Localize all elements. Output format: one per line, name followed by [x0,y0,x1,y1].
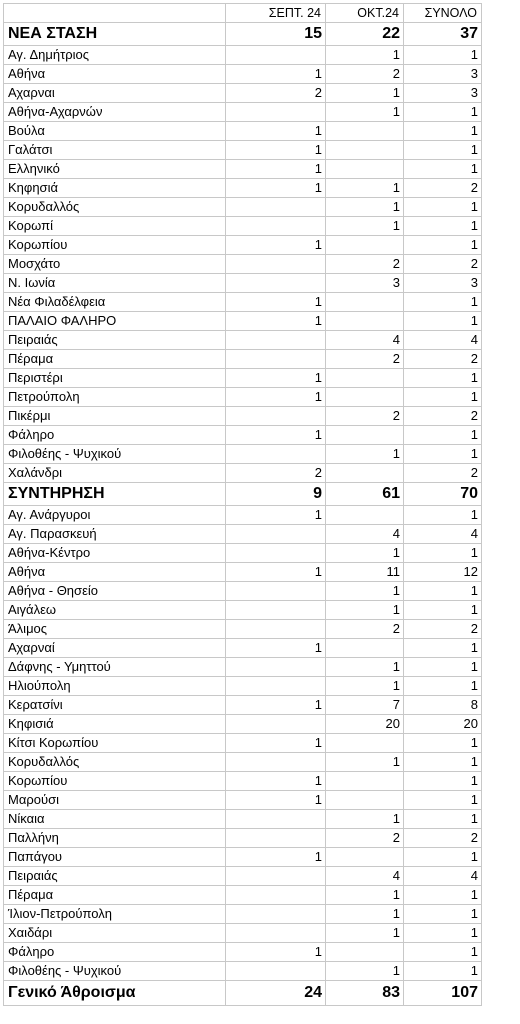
total-value: 1 [404,160,482,179]
table-row [4,905,482,924]
total-value: 1 [404,924,482,943]
table-row [4,141,482,160]
oct-value [326,943,404,962]
total-value: 3 [404,84,482,103]
oct-value: 11 [326,563,404,582]
table-row [4,601,482,620]
oct-value: 1 [326,601,404,620]
oct-value: 4 [326,525,404,544]
table-row [4,293,482,312]
sep-value [226,810,326,829]
location-name: Δάφνης - Υμηττού [4,658,226,677]
sep-value [226,103,326,122]
table-row [4,255,482,274]
oct-value: 4 [326,867,404,886]
total-value: 1 [404,122,482,141]
table-row [4,506,482,525]
sep-value: 1 [226,734,326,753]
total-value: 1 [404,312,482,331]
total-value: 1 [404,198,482,217]
sep-value [226,658,326,677]
location-name: Φάληρο [4,426,226,445]
total-value: 1 [404,791,482,810]
location-name: Αγ. Ανάργυροι [4,506,226,525]
total-value: 1 [404,388,482,407]
header-total: ΣΥΝΟΛΟ [404,4,482,23]
location-name: Φιλοθέης - Ψυχικού [4,445,226,464]
table-row [4,388,482,407]
sep-value [226,962,326,981]
location-name: Αχαρναί [4,639,226,658]
location-name: Φιλοθέης - Ψυχικού [4,962,226,981]
oct-value: 1 [326,905,404,924]
location-name: Μοσχάτο [4,255,226,274]
section-sep-value: 15 [226,23,326,46]
oct-value [326,122,404,141]
oct-value [326,639,404,658]
oct-value: 1 [326,677,404,696]
sep-value: 1 [226,179,326,198]
total-value: 1 [404,601,482,620]
total-value: 1 [404,639,482,658]
sep-value [226,905,326,924]
total-value: 1 [404,217,482,236]
sep-value [226,46,326,65]
grand-total-row [4,981,482,1006]
location-name: ΠΑΛΑΙΟ ΦΑΛΗΡΟ [4,312,226,331]
table-row [4,369,482,388]
section-title: ΝΕΑ ΣΤΑΣΗ [4,23,226,46]
location-name: Αγ. Παρασκευή [4,525,226,544]
table-row [4,350,482,369]
sep-value: 1 [226,122,326,141]
oct-value: 2 [326,350,404,369]
oct-value: 1 [326,217,404,236]
total-value: 1 [404,962,482,981]
table-row [4,620,482,639]
location-name: Βούλα [4,122,226,141]
location-name: Παπάγου [4,848,226,867]
sep-value [226,274,326,293]
header-name-cell [4,4,226,23]
table-row [4,582,482,601]
location-name: Μαρούσι [4,791,226,810]
sep-value: 1 [226,791,326,810]
total-value: 2 [404,464,482,483]
sep-value: 1 [226,639,326,658]
oct-value [326,141,404,160]
total-value: 8 [404,696,482,715]
location-name: Κίτσι Κορωπίου [4,734,226,753]
table-row [4,696,482,715]
oct-value: 1 [326,810,404,829]
table-row [4,753,482,772]
grand-total-sep: 24 [226,981,326,1006]
table-row [4,160,482,179]
total-value: 1 [404,369,482,388]
total-value: 1 [404,772,482,791]
location-name: Αιγάλεω [4,601,226,620]
total-value: 1 [404,506,482,525]
total-value: 2 [404,407,482,426]
sep-value: 1 [226,426,326,445]
sep-value: 1 [226,943,326,962]
oct-value: 1 [326,46,404,65]
location-name: Κορυδαλλός [4,753,226,772]
summary-table [3,3,482,1006]
oct-value [326,772,404,791]
oct-value: 1 [326,544,404,563]
oct-value [326,464,404,483]
oct-value: 3 [326,274,404,293]
oct-value: 2 [326,829,404,848]
total-value: 1 [404,582,482,601]
table-row [4,407,482,426]
total-value: 1 [404,848,482,867]
table-row [4,677,482,696]
location-name: Πέραμα [4,350,226,369]
total-value: 1 [404,886,482,905]
total-value: 4 [404,331,482,350]
sep-value [226,217,326,236]
sep-value [226,715,326,734]
oct-value [326,506,404,525]
location-name: Αθήνα-Αχαρνών [4,103,226,122]
table-row [4,445,482,464]
section-oct-value: 22 [326,23,404,46]
oct-value: 7 [326,696,404,715]
sep-value [226,331,326,350]
table-row [4,179,482,198]
total-value: 1 [404,810,482,829]
total-value: 1 [404,103,482,122]
table-row [4,217,482,236]
sep-value: 2 [226,464,326,483]
total-value: 1 [404,677,482,696]
total-value: 12 [404,563,482,582]
location-name: Ν. Ιωνία [4,274,226,293]
location-name: Περιστέρι [4,369,226,388]
table-row [4,544,482,563]
oct-value: 1 [326,179,404,198]
sep-value: 1 [226,388,326,407]
location-name: Πειραιάς [4,331,226,350]
sep-value: 1 [226,696,326,715]
location-name: Αγ. Δημήτριος [4,46,226,65]
location-name: Πετρούπολη [4,388,226,407]
sep-value: 1 [226,312,326,331]
sep-value: 1 [226,506,326,525]
table-row [4,84,482,103]
location-name: Ίλιον-Πετρούπολη [4,905,226,924]
location-name: Νέα Φιλαδέλφεια [4,293,226,312]
total-value: 4 [404,867,482,886]
header-row [4,4,482,23]
table-row [4,715,482,734]
oct-value: 2 [326,407,404,426]
oct-value [326,293,404,312]
location-name: Κηφησιά [4,179,226,198]
oct-value [326,388,404,407]
location-name: Χαλάνδρι [4,464,226,483]
sep-value: 1 [226,293,326,312]
total-value: 1 [404,544,482,563]
sep-value [226,677,326,696]
oct-value [326,734,404,753]
sep-value [226,255,326,274]
table-row [4,791,482,810]
grand-total-oct: 83 [326,981,404,1006]
sep-value: 1 [226,141,326,160]
location-name: Κορωπίου [4,236,226,255]
total-value: 1 [404,753,482,772]
sep-value [226,753,326,772]
sep-value: 1 [226,65,326,84]
location-name: Πικέρμι [4,407,226,426]
table-row [4,464,482,483]
sep-value [226,601,326,620]
oct-value [326,791,404,810]
oct-value: 1 [326,924,404,943]
oct-value: 1 [326,582,404,601]
sep-value [226,829,326,848]
oct-value [326,369,404,388]
section-title: ΣΥΝΤΗΡΗΣΗ [4,483,226,506]
header-sep: ΣΕΠΤ. 24 [226,4,326,23]
total-value: 1 [404,943,482,962]
table-body [4,23,482,1006]
total-value: 1 [404,293,482,312]
location-name: Παλλήνη [4,829,226,848]
oct-value: 2 [326,65,404,84]
sep-value: 1 [226,369,326,388]
location-name: Γαλάτσι [4,141,226,160]
oct-value: 1 [326,445,404,464]
section-oct-value: 61 [326,483,404,506]
table-row [4,274,482,293]
table-row [4,103,482,122]
location-name: Πέραμα [4,886,226,905]
location-name: Κορωπί [4,217,226,236]
oct-value [326,426,404,445]
total-value: 2 [404,255,482,274]
table-row [4,65,482,84]
location-name: Αθήνα-Κέντρο [4,544,226,563]
sep-value [226,582,326,601]
oct-value: 1 [326,886,404,905]
sep-value [226,525,326,544]
grand-total-value: 107 [404,981,482,1006]
sep-value [226,198,326,217]
oct-value [326,312,404,331]
oct-value: 4 [326,331,404,350]
sep-value: 1 [226,563,326,582]
total-value: 1 [404,46,482,65]
table-row [4,924,482,943]
total-value: 1 [404,658,482,677]
total-value: 3 [404,274,482,293]
total-value: 2 [404,350,482,369]
sep-value [226,445,326,464]
table-row [4,848,482,867]
oct-value [326,160,404,179]
table-row [4,810,482,829]
sep-value: 1 [226,772,326,791]
oct-value: 1 [326,753,404,772]
location-name: Φάληρο [4,943,226,962]
section-total-value: 37 [404,23,482,46]
oct-value: 2 [326,620,404,639]
oct-value: 1 [326,658,404,677]
sep-value [226,407,326,426]
location-name: Ηλιούπολη [4,677,226,696]
sep-value [226,886,326,905]
total-value: 1 [404,734,482,753]
oct-value: 20 [326,715,404,734]
table-row [4,943,482,962]
location-name: Κερατσίνι [4,696,226,715]
location-name: Αθήνα - Θησείο [4,582,226,601]
location-name: Κορυδαλλός [4,198,226,217]
table-row [4,46,482,65]
table-row [4,658,482,677]
table-row [4,525,482,544]
table-row [4,198,482,217]
oct-value [326,236,404,255]
section-header-row [4,483,482,506]
sep-value [226,867,326,886]
table-row [4,962,482,981]
total-value: 1 [404,426,482,445]
table-row [4,122,482,141]
table-row [4,426,482,445]
oct-value [326,848,404,867]
location-name: Άλιμος [4,620,226,639]
location-name: Αθήνα [4,65,226,84]
total-value: 1 [404,236,482,255]
total-value: 2 [404,829,482,848]
sep-value: 1 [226,236,326,255]
oct-value: 1 [326,84,404,103]
table-row [4,312,482,331]
sep-value: 2 [226,84,326,103]
oct-value: 1 [326,198,404,217]
total-value: 2 [404,620,482,639]
location-name: Νίκαια [4,810,226,829]
total-value: 3 [404,65,482,84]
location-name: Ελληνικό [4,160,226,179]
oct-value: 1 [326,103,404,122]
section-sep-value: 9 [226,483,326,506]
sep-value [226,350,326,369]
total-value: 4 [404,525,482,544]
table-row [4,829,482,848]
section-total-value: 70 [404,483,482,506]
total-value: 1 [404,905,482,924]
total-value: 20 [404,715,482,734]
table-row [4,886,482,905]
sep-value: 1 [226,848,326,867]
header-oct: ΟΚΤ.24 [326,4,404,23]
total-value: 2 [404,179,482,198]
oct-value: 1 [326,962,404,981]
sep-value: 1 [226,160,326,179]
sep-value [226,544,326,563]
table-row [4,867,482,886]
location-name: Αχαρναι [4,84,226,103]
sep-value [226,620,326,639]
section-header-row [4,23,482,46]
sep-value [226,924,326,943]
grand-total-label: Γενικό Άθροισμα [4,981,226,1006]
total-value: 1 [404,141,482,160]
location-name: Αθήνα [4,563,226,582]
oct-value: 2 [326,255,404,274]
location-name: Κορωπίου [4,772,226,791]
location-name: Πειραιάς [4,867,226,886]
table-row [4,331,482,350]
table-row [4,236,482,255]
table-row [4,772,482,791]
table-row [4,563,482,582]
location-name: Κηφισιά [4,715,226,734]
location-name: Χαιδάρι [4,924,226,943]
table-row [4,734,482,753]
table-row [4,639,482,658]
total-value: 1 [404,445,482,464]
